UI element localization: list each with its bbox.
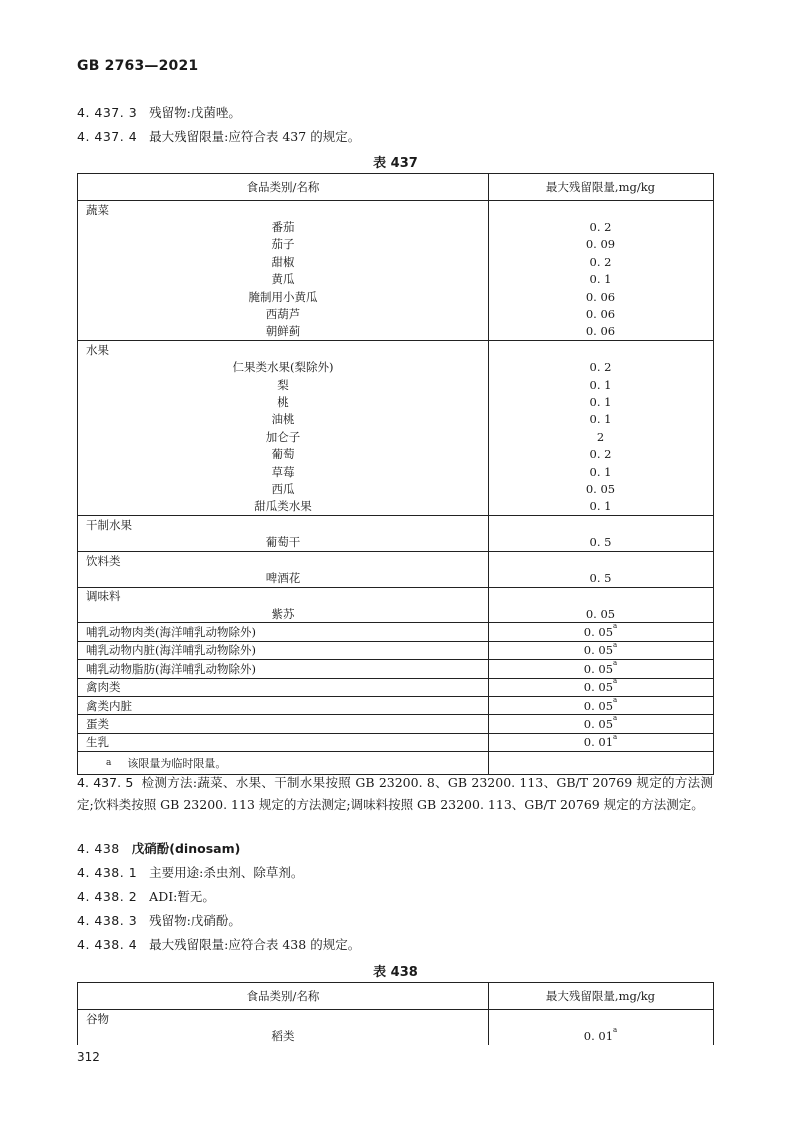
food-name: 葡萄 xyxy=(271,447,295,462)
food-name: 腌制用小黄瓜 xyxy=(248,289,318,304)
table-row xyxy=(78,428,713,445)
para-text: 检测方法:蔬菜、水果、干制水果按照 GB 23200. 8、GB 23200. 113、GB/T 20769 规定的方法测定;饮料类按照 GB 23200. 113 规定的方法测定;调味料按照 GB 23200. 113、GB/T 20769 规定的方法测定。 xyxy=(77,775,713,812)
table-row xyxy=(78,305,713,322)
column-header-name: 食品类别/名称 xyxy=(246,180,320,194)
mrl-value: 0. 01$^a$ xyxy=(583,1026,618,1044)
para-text: 最大残留限量:应符合表 437 的规定。 xyxy=(149,129,361,144)
mrl-value: 0. 2 xyxy=(589,447,612,462)
mrl-value: 0. 5 xyxy=(589,535,612,550)
table-row xyxy=(78,253,713,270)
section-number: 4. 438 xyxy=(77,841,120,856)
section-4-438-heading xyxy=(77,840,240,858)
table-row xyxy=(78,498,713,515)
food-name: 稻类 xyxy=(271,1029,295,1044)
mrl-value: 2 xyxy=(596,429,605,444)
mrl-value: 0. 05$^a$ xyxy=(583,677,618,695)
para-4-437-5 xyxy=(77,772,713,816)
food-name: 茄子 xyxy=(271,237,295,252)
table-437-caption: 表 437 xyxy=(373,156,418,171)
mrl-value: 0. 05$^a$ xyxy=(583,640,618,658)
food-name: 西葫芦 xyxy=(265,307,301,322)
column-header-name: 食品类别/名称 xyxy=(246,989,320,1003)
category-row xyxy=(78,551,713,569)
food-name: 禽肉类 xyxy=(86,680,121,695)
table-row xyxy=(78,659,713,677)
mrl-value: 0. 05$^a$ xyxy=(583,714,618,732)
para-number: 4. 438. 1 xyxy=(77,865,138,880)
para-text: 主要用途:杀虫剂、除草剂。 xyxy=(149,865,304,880)
column-header-value: 最大残留限量,mg/kg xyxy=(545,180,656,194)
table-row xyxy=(78,393,713,410)
mrl-value: 0. 09 xyxy=(585,237,616,252)
table-row xyxy=(78,271,713,288)
para-4-437-4 xyxy=(77,128,360,146)
table-row xyxy=(78,218,713,235)
mrl-value: 0. 05 xyxy=(585,606,616,621)
mrl-value: 0. 1 xyxy=(589,412,612,427)
table-header xyxy=(78,983,713,1010)
mrl-value: 0. 05$^a$ xyxy=(583,695,618,713)
category-row xyxy=(78,201,713,218)
para-4-438-3 xyxy=(77,912,241,930)
food-name: 生乳 xyxy=(86,735,109,750)
mrl-value: 0. 05 xyxy=(585,481,616,496)
mrl-value: 0. 2 xyxy=(589,220,612,235)
food-name: 番茄 xyxy=(271,220,295,235)
para-number: 4. 437. 5 xyxy=(77,775,134,790)
table-row xyxy=(78,480,713,497)
food-name: 仁果类水果(梨除外) xyxy=(232,360,334,375)
food-name: 梨 xyxy=(277,377,289,392)
para-4-437-3 xyxy=(77,104,241,122)
food-name: 哺乳动物脂肪(海洋哺乳动物除外) xyxy=(86,661,256,676)
para-number: 4. 438. 2 xyxy=(77,889,138,904)
table-row xyxy=(78,569,713,586)
food-name: 啤酒花 xyxy=(265,570,301,585)
mrl-value: 0. 01$^a$ xyxy=(583,732,618,750)
table-row xyxy=(78,463,713,480)
category-name: 干制水果 xyxy=(86,517,132,532)
note-mark: a xyxy=(106,758,112,769)
food-name: 葡萄干 xyxy=(265,535,301,550)
table-438 xyxy=(77,982,714,1045)
category-name: 谷物 xyxy=(86,1011,109,1026)
table-note xyxy=(78,751,713,774)
para-number: 4. 438. 4 xyxy=(77,937,138,952)
food-name: 朝鲜蓟 xyxy=(265,324,301,339)
note-text: 该限量为临时限量。 xyxy=(127,757,227,771)
food-name: 哺乳动物肉类(海洋哺乳动物除外) xyxy=(86,625,256,640)
food-name: 哺乳动物内脏(海洋哺乳动物除外) xyxy=(86,643,256,658)
table-row xyxy=(78,714,713,732)
table-row xyxy=(78,359,713,376)
mrl-value: 0. 06 xyxy=(585,324,616,339)
table-row xyxy=(78,288,713,305)
page-number: 312 xyxy=(77,1050,100,1064)
table-row xyxy=(78,411,713,428)
mrl-value: 0. 1 xyxy=(589,377,612,392)
table-row xyxy=(78,641,713,659)
mrl-value: 0. 1 xyxy=(589,499,612,514)
para-text: 残留物:戊硝酚。 xyxy=(149,913,241,928)
table-header xyxy=(78,174,713,201)
food-name: 黄瓜 xyxy=(271,272,295,287)
table-row xyxy=(78,622,713,640)
mrl-value: 0. 1 xyxy=(589,272,612,287)
mrl-value: 0. 06 xyxy=(585,307,616,322)
category-name: 调味料 xyxy=(86,589,121,604)
table-body xyxy=(78,201,713,751)
table-row xyxy=(78,236,713,253)
table-438-caption: 表 438 xyxy=(373,965,418,980)
table-row xyxy=(78,605,713,622)
category-row xyxy=(78,515,713,533)
para-4-438-1 xyxy=(77,864,303,882)
para-text: 残留物:戊菌唑。 xyxy=(149,105,241,120)
food-name: 加仑子 xyxy=(265,429,301,444)
category-name: 水果 xyxy=(86,342,109,357)
mrl-value: 0. 05$^a$ xyxy=(583,622,618,640)
food-name: 西瓜 xyxy=(271,481,295,496)
table-row xyxy=(78,678,713,696)
category-row xyxy=(78,340,713,358)
para-text: ADI:暂无。 xyxy=(149,889,215,904)
mrl-value: 0. 2 xyxy=(589,254,612,269)
table-437 xyxy=(77,173,714,775)
table-row xyxy=(78,376,713,393)
food-name: 甜椒 xyxy=(271,254,295,269)
para-number: 4. 438. 3 xyxy=(77,913,138,928)
category-row xyxy=(78,587,713,605)
para-4-438-2 xyxy=(77,888,215,906)
food-name: 蛋类 xyxy=(86,717,109,732)
table-row xyxy=(78,323,713,340)
para-4-438-4 xyxy=(77,936,360,954)
mrl-value: 0. 1 xyxy=(589,394,612,409)
food-name: 紫苏 xyxy=(271,606,295,621)
mrl-value: 0. 1 xyxy=(589,464,612,479)
category-name: 蔬菜 xyxy=(86,202,109,217)
mrl-value: 0. 5 xyxy=(589,570,612,585)
mrl-value: 0. 06 xyxy=(585,289,616,304)
para-text: 最大残留限量:应符合表 438 的规定。 xyxy=(149,937,361,952)
mrl-value: 0. 05$^a$ xyxy=(583,659,618,676)
food-name: 甜瓜类水果 xyxy=(254,499,312,514)
table-row xyxy=(78,1027,713,1044)
table-row xyxy=(78,733,713,751)
para-number: 4. 437. 4 xyxy=(77,129,138,144)
standard-code: GB 2763—2021 xyxy=(77,58,199,74)
table-row xyxy=(78,696,713,714)
food-name: 禽类内脏 xyxy=(86,698,132,713)
food-name: 油桃 xyxy=(271,412,295,427)
section-title: 戊硝酚(dinosam) xyxy=(131,841,241,856)
category-row xyxy=(78,1010,713,1027)
para-number: 4. 437. 3 xyxy=(77,105,138,120)
table-row xyxy=(78,445,713,462)
food-name: 草莓 xyxy=(271,464,295,479)
table-row xyxy=(78,533,713,550)
food-name: 桃 xyxy=(277,394,289,409)
mrl-value: 0. 2 xyxy=(589,360,612,375)
category-name: 饮料类 xyxy=(86,553,121,568)
column-header-value: 最大残留限量,mg/kg xyxy=(545,989,656,1003)
